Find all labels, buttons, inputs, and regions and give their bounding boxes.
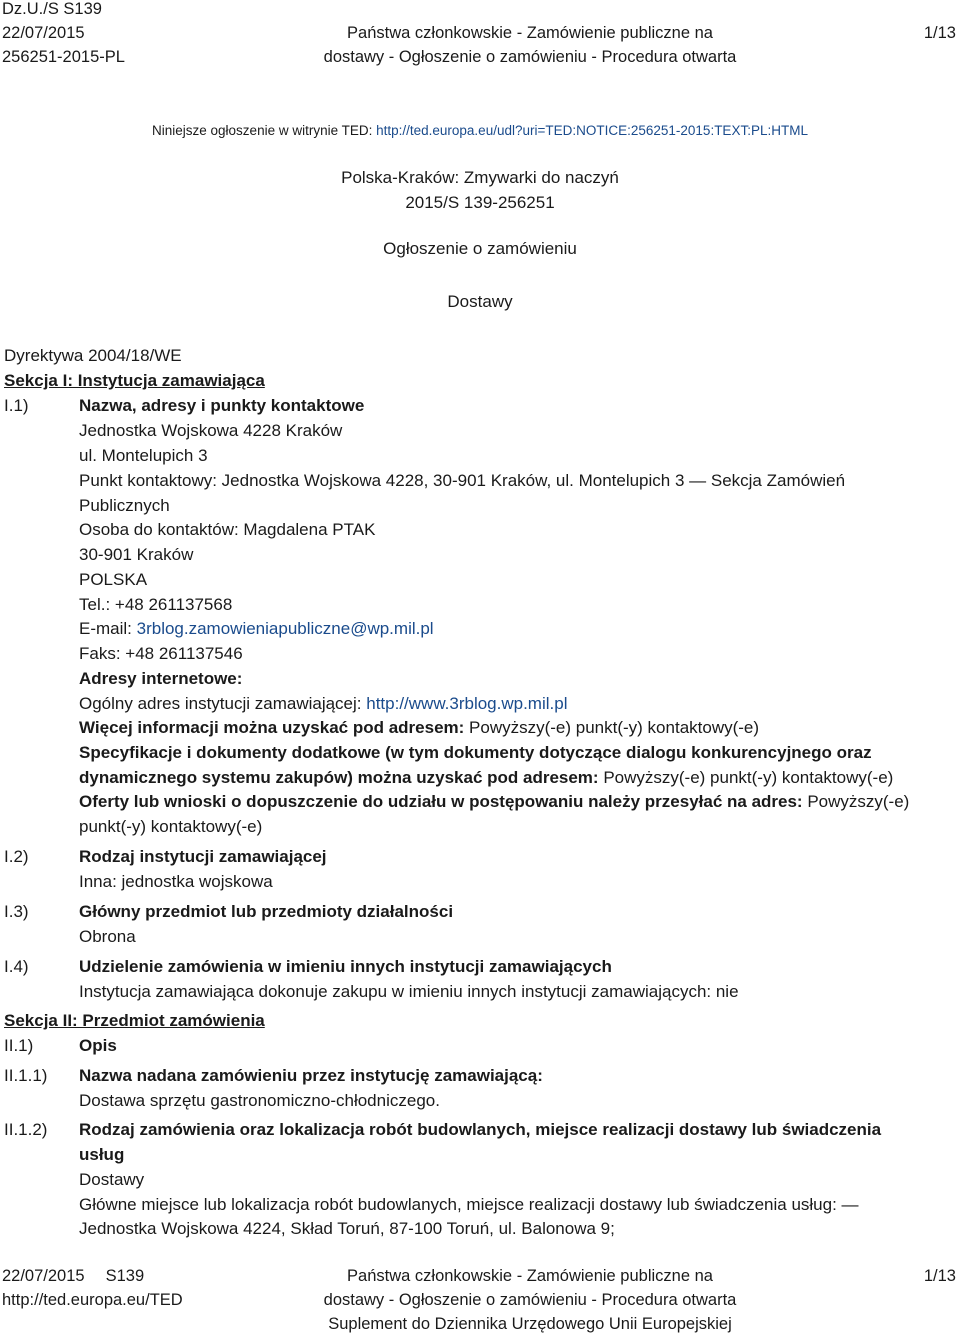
- i1-email-label: E-mail:: [79, 619, 137, 638]
- notice-number: 2015/S 139-256251: [405, 193, 555, 212]
- contract-category: Dostawy: [447, 292, 513, 311]
- i3-value: Obrona: [79, 927, 136, 946]
- i1-more-info-value: Powyższy(-e) punkt(-y) kontaktowy(-e): [469, 718, 760, 737]
- i2-value: Inna: jednostka wojskowa: [79, 872, 273, 891]
- footer-supplement: Suplement do Dziennika Urzędowego Unii Europejskiej: [328, 1315, 732, 1333]
- ii12-type: Dostawy: [79, 1170, 145, 1189]
- i1-more-info-row: [79, 718, 759, 738]
- i1-spec-label-line2: dynamicznego systemu zakupów) można uzyskać pod adresem:: [79, 768, 604, 787]
- i1-contact-point-line2: Publicznych: [79, 496, 170, 515]
- i1-spec-value: Powyższy(-e) punkt(-y) kontaktowy(-e): [603, 768, 894, 787]
- footer-page-number: 1/13: [923, 1267, 956, 1285]
- header-notice-id: 256251-2015-PL: [2, 48, 125, 66]
- header-title-line1: Państwa członkowskie - Zamówienie publiczne na: [347, 24, 713, 42]
- ii12-place-label: Główne miejsce lub lokalizacja robót budowlanych, miejsce realizacji dostawy lub świadczenia usług: —: [79, 1195, 859, 1214]
- footer-title-line2: dostawy - Ogłoszenie o zamówieniu - Procedura otwarta: [323, 1291, 737, 1309]
- section1-heading: Sekcja I: Instytucja zamawiająca: [4, 371, 265, 390]
- i1-title: Nazwa, adresy i punkty kontaktowe: [79, 396, 365, 415]
- i1-city: 30-901 Kraków: [79, 545, 194, 564]
- i1-general-address-row: [79, 694, 567, 714]
- i1-email-link[interactable]: 3rblog.zamowieniapubliczne@wp.mil.pl: [136, 619, 434, 638]
- header-page-number: 1/13: [923, 24, 956, 42]
- header-date: 22/07/2015: [2, 24, 85, 42]
- ii11-title: Nazwa nadana zamówieniu przez instytucję zamawiającą:: [79, 1066, 543, 1085]
- i1-number: I.1): [4, 396, 29, 415]
- footer-url[interactable]: http://ted.europa.eu/TED: [2, 1291, 183, 1309]
- footer-center: [0, 1264, 960, 1336]
- i1-country: POLSKA: [79, 570, 148, 589]
- ii12-place-value: Jednostka Wojskowa 4224, Skład Toruń, 87-100 Toruń, ul. Balonowa 9;: [79, 1219, 615, 1238]
- i1-spec-label-line1: Specyfikacje i dokumenty dodatkowe (w tym dokumenty dotyczące dialogu konkurencyjnego oraz: [79, 743, 872, 762]
- i4-title: Udzielenie zamówienia w imieniu innych instytucji zamawiających: [79, 957, 612, 976]
- ii12-title-line1: Rodzaj zamówienia oraz lokalizacja robót budowlanych, miejsce realizacji dostawy lub świadczenia: [79, 1120, 882, 1139]
- ii1-number: II.1): [4, 1036, 34, 1055]
- notice-title: Polska-Kraków: Zmywarki do naczyń: [341, 168, 619, 187]
- i1-email-row: [79, 619, 434, 639]
- ii1-title: Opis: [79, 1036, 117, 1055]
- i1-contact-person: Osoba do kontaktów: Magdalena PTAK: [79, 520, 376, 539]
- i2-title: Rodzaj instytucji zamawiającej: [79, 847, 327, 866]
- i3-title: Główny przedmiot lub przedmioty działalności: [79, 902, 454, 921]
- i4-value: Instytucja zamawiająca dokonuje zakupu w imieniu innych instytucji zamawiających: nie: [79, 982, 739, 1001]
- i3-number: I.3): [4, 902, 29, 921]
- footer-ojs: S139: [105, 1267, 145, 1285]
- i1-tel: Tel.: +48 261137568: [79, 595, 233, 614]
- footer-date: 22/07/2015: [2, 1267, 85, 1285]
- i1-offers-row: [79, 792, 909, 812]
- header-journal-ref: Dz.U./S S139: [2, 0, 102, 18]
- ted-notice-link[interactable]: http://ted.europa.eu/udl?uri=TED:NOTICE:256251-2015:TEXT:PL:HTML: [376, 123, 808, 138]
- i1-internet-heading: Adresy internetowe:: [79, 669, 243, 688]
- section2-heading: Sekcja II: Przedmiot zamówienia: [4, 1011, 265, 1030]
- i1-spec-row: [79, 768, 893, 788]
- i2-number: I.2): [4, 847, 29, 866]
- i1-offers-label: Oferty lub wnioski o dopuszczenie do udziału w postępowaniu należy przesyłać na adres:: [79, 792, 808, 811]
- i1-offers-value-line2: punkt(-y) kontaktowy(-e): [79, 817, 263, 836]
- ii11-number: II.1.1): [4, 1066, 48, 1085]
- footer-title-line1: Państwa członkowskie - Zamówienie publiczne na: [347, 1267, 713, 1285]
- i1-offers-value-line1: Powyższy(-e): [807, 792, 910, 811]
- i4-number: I.4): [4, 957, 29, 976]
- header-title-line2: dostawy - Ogłoszenie o zamówieniu - Procedura otwarta: [323, 48, 737, 66]
- header-center: [0, 21, 960, 69]
- i1-fax: Faks: +48 261137546: [79, 644, 243, 663]
- ii12-title-line2: usług: [79, 1145, 125, 1164]
- i1-general-address-link[interactable]: http://www.3rblog.wp.mil.pl: [366, 694, 568, 713]
- ii11-value: Dostawa sprzętu gastronomiczno-chłodniczego.: [79, 1091, 440, 1110]
- ii12-number: II.1.2): [4, 1120, 48, 1139]
- ted-notice-prefix: Niniejsze ogłoszenie w witrynie TED:: [152, 123, 377, 138]
- i1-general-address-label: Ogólny adres instytucji zamawiającej:: [79, 694, 367, 713]
- ted-notice: [0, 123, 960, 138]
- i1-more-info-label: Więcej informacji można uzyskać pod adresem:: [79, 718, 470, 737]
- i1-street: ul. Montelupich 3: [79, 446, 208, 465]
- i1-contact-point-line1: Punkt kontaktowy: Jednostka Wojskowa 4228, 30-901 Kraków, ul. Montelupich 3 — Sekcja Zamówień: [79, 471, 846, 490]
- directive: Dyrektywa 2004/18/WE: [4, 346, 182, 365]
- notice-type: Ogłoszenie o zamówieniu: [383, 239, 577, 258]
- i1-org: Jednostka Wojskowa 4228 Kraków: [79, 421, 343, 440]
